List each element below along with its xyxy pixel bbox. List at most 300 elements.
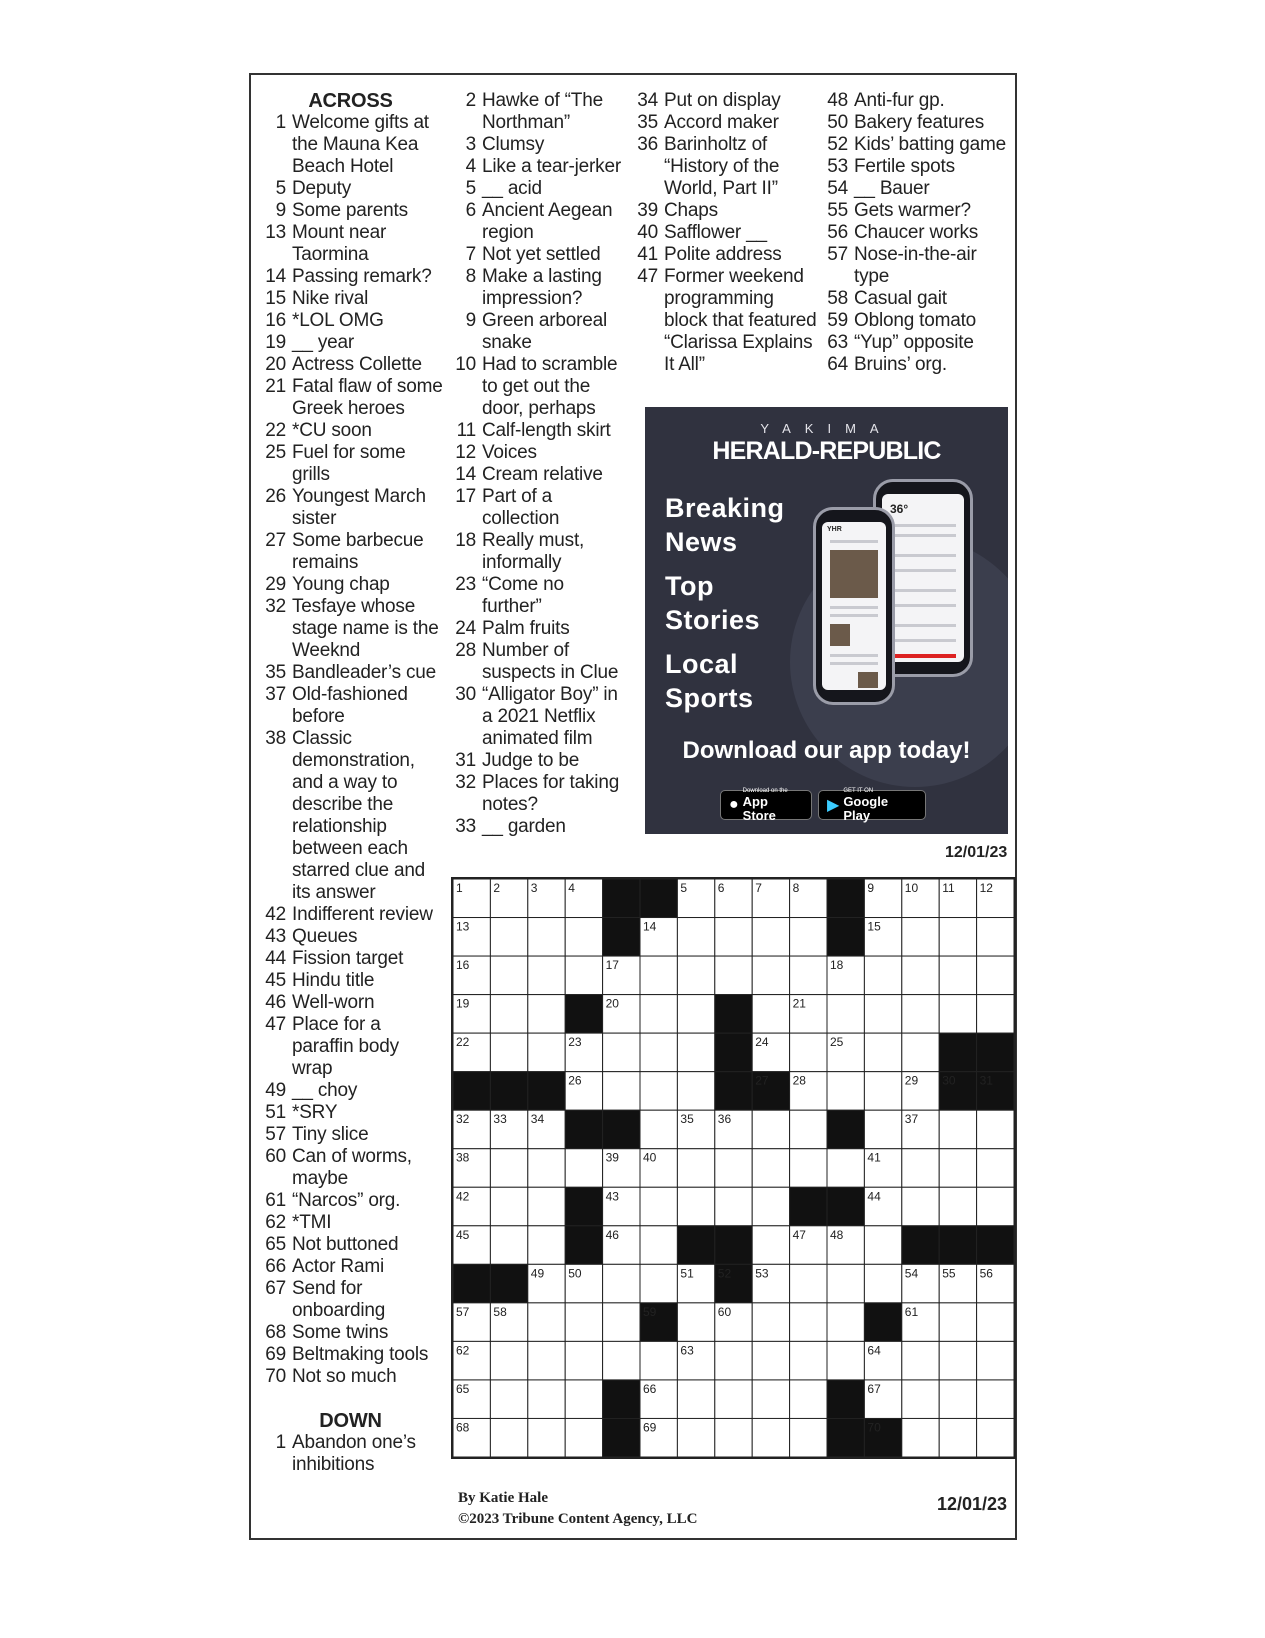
grid-cell[interactable]: [790, 1264, 827, 1303]
clue-item[interactable]: [820, 222, 1015, 244]
grid-cell[interactable]: [528, 1341, 565, 1380]
clue-item[interactable]: [258, 1102, 443, 1124]
cell-number: 35: [680, 1112, 694, 1127]
grid-cell[interactable]: [715, 918, 752, 957]
clue-number: 26: [265, 486, 286, 507]
clue-text: Some barbecue remains: [292, 530, 424, 573]
clue-item[interactable]: [258, 332, 443, 354]
cell-number: 45: [456, 1227, 470, 1242]
grid-cell[interactable]: [565, 918, 602, 957]
clue-item[interactable]: [448, 156, 628, 178]
grid-cell[interactable]: [490, 1418, 527, 1457]
grid-cell[interactable]: [528, 956, 565, 995]
grid-cell[interactable]: [677, 1149, 714, 1188]
clue-number: 24: [455, 618, 476, 639]
clue-text: __ Bauer: [854, 178, 930, 199]
clue-text: Polite address: [664, 244, 782, 265]
clue-item[interactable]: [448, 750, 628, 772]
clue-number: 27: [265, 530, 286, 551]
cell-number: 54: [904, 1266, 919, 1281]
clue-number: 8: [465, 266, 476, 287]
clue-item[interactable]: [258, 992, 443, 1014]
cell-number: 29: [904, 1073, 919, 1088]
clue-number: 13: [265, 222, 286, 243]
grid-cell[interactable]: [528, 1380, 565, 1419]
cell-number: 16: [456, 958, 470, 973]
black-square: [864, 1303, 901, 1342]
clue-text: Former weekend programming block that featured “Clarissa Explains It All”: [664, 266, 817, 375]
clue-text: Fission target: [292, 948, 404, 969]
clue-text: Voices: [482, 442, 537, 463]
grid-cell[interactable]: [902, 1187, 939, 1226]
clue-item[interactable]: [258, 574, 443, 596]
black-square: [827, 1380, 864, 1419]
clue-number: 32: [265, 596, 286, 617]
app-store-badge[interactable]: [720, 787, 812, 823]
clue-item[interactable]: [448, 178, 628, 200]
grid-cell[interactable]: [790, 1418, 827, 1457]
grid-cell[interactable]: [677, 1418, 714, 1457]
clue-item[interactable]: [258, 1146, 443, 1190]
grid-cell[interactable]: [977, 956, 1014, 995]
grid-cell[interactable]: [715, 956, 752, 995]
clue-number: 10: [455, 354, 476, 375]
grid-cell[interactable]: [752, 1226, 789, 1265]
google-play-icon: ▶: [827, 797, 840, 814]
clue-number: 15: [265, 288, 286, 309]
grid-cell[interactable]: [528, 1226, 565, 1265]
grid-cell[interactable]: [677, 1033, 714, 1072]
clue-item[interactable]: [448, 772, 628, 816]
cell-number: 69: [643, 1420, 657, 1435]
black-square: [565, 995, 602, 1034]
clue-item[interactable]: [820, 90, 1015, 112]
grid-cell[interactable]: [977, 1110, 1014, 1149]
grid-cell[interactable]: [790, 1341, 827, 1380]
grid-cell[interactable]: [939, 995, 976, 1034]
google-play-big-text: Google Play: [843, 793, 889, 823]
black-square: [977, 1033, 1014, 1072]
grid-cell[interactable]: [640, 1264, 677, 1303]
clue-item[interactable]: [630, 266, 820, 376]
grid-cell[interactable]: [752, 1418, 789, 1457]
cell-number: 42: [456, 1189, 470, 1204]
grid-cell[interactable]: [528, 1418, 565, 1457]
grid-cell[interactable]: [977, 918, 1014, 957]
grid-cell[interactable]: [827, 995, 864, 1034]
clue-number: 43: [265, 926, 286, 947]
clue-item[interactable]: [820, 310, 1015, 332]
clue-item[interactable]: [258, 1212, 443, 1234]
clue-item[interactable]: [820, 134, 1015, 156]
grid-cell[interactable]: [827, 1264, 864, 1303]
grid-cell[interactable]: [715, 1149, 752, 1188]
clue-item[interactable]: [258, 970, 443, 992]
phone-front-icon: [813, 507, 895, 705]
grid-cell[interactable]: [677, 995, 714, 1034]
cell-number: 63: [680, 1343, 694, 1358]
grid-cell[interactable]: [902, 1418, 939, 1457]
clue-item[interactable]: [258, 442, 443, 486]
grid-cell[interactable]: [603, 1264, 640, 1303]
clue-item[interactable]: [448, 816, 628, 838]
grid-cell[interactable]: [902, 956, 939, 995]
clue-item[interactable]: [258, 112, 443, 178]
clue-item[interactable]: [448, 464, 628, 486]
grid-cell[interactable]: [977, 1418, 1014, 1457]
clue-text: Had to scramble to get out the door, perhaps: [482, 354, 618, 419]
clue-item[interactable]: [258, 1432, 443, 1476]
down-header: DOWN: [319, 1410, 382, 1432]
grid-cell[interactable]: [939, 1418, 976, 1457]
grid-cell[interactable]: [752, 1303, 789, 1342]
clue-item[interactable]: [448, 442, 628, 464]
grid-cell[interactable]: [528, 1303, 565, 1342]
google-play-small-text: GET IT ON: [843, 787, 874, 794]
clue-number: 40: [637, 222, 658, 243]
grid-cell[interactable]: [490, 1149, 527, 1188]
clue-item[interactable]: [258, 288, 443, 310]
grid-cell[interactable]: [977, 1303, 1014, 1342]
clue-number: 60: [265, 1146, 286, 1167]
cell-number: 47: [792, 1227, 806, 1242]
grid-cell[interactable]: [677, 956, 714, 995]
grid-cell[interactable]: [752, 1380, 789, 1419]
cell-number: 21: [792, 996, 806, 1011]
clue-text: Like a tear-jerker: [482, 156, 621, 177]
ad-yakima-text: YAKIMA: [760, 421, 893, 436]
clue-item[interactable]: [448, 684, 628, 750]
grid-cell[interactable]: [939, 1303, 976, 1342]
grid-cell[interactable]: [490, 1380, 527, 1419]
clue-item[interactable]: [448, 90, 628, 134]
grid-cell[interactable]: [715, 1380, 752, 1419]
clue-item[interactable]: [258, 1124, 443, 1146]
clue-item[interactable]: [258, 1014, 443, 1080]
grid-cell[interactable]: [715, 1418, 752, 1457]
grid-cell[interactable]: [864, 956, 901, 995]
clue-item[interactable]: [630, 200, 820, 222]
clue-item[interactable]: [258, 376, 443, 420]
clue-text: Really must, informally: [482, 530, 585, 573]
grid-cell[interactable]: [864, 1033, 901, 1072]
grid-cell[interactable]: [640, 956, 677, 995]
grid-cell[interactable]: [490, 1187, 527, 1226]
clue-item[interactable]: [258, 926, 443, 948]
grid-cell[interactable]: [827, 1303, 864, 1342]
clue-item[interactable]: [820, 288, 1015, 310]
clue-text: Well-worn: [292, 992, 375, 1013]
clue-item[interactable]: [258, 1344, 443, 1366]
grid-cell[interactable]: [565, 956, 602, 995]
cell-number: 22: [456, 1035, 470, 1050]
clue-item[interactable]: [820, 178, 1015, 200]
grid-cell[interactable]: [902, 918, 939, 957]
grid-cell[interactable]: [603, 1072, 640, 1111]
cell-number: 39: [605, 1150, 619, 1165]
grid-cell[interactable]: [528, 918, 565, 957]
clue-item[interactable]: [630, 134, 820, 200]
cell-number: 20: [605, 996, 619, 1011]
clue-number: 12: [455, 442, 476, 463]
grid-cell[interactable]: [939, 1149, 976, 1188]
grid-cell[interactable]: [864, 1226, 901, 1265]
clue-number: 16: [265, 310, 286, 331]
clue-number: 22: [265, 420, 286, 441]
grid-cell[interactable]: [864, 995, 901, 1034]
clue-text: Abandon one’s inhibitions: [292, 1432, 416, 1475]
grid-cell[interactable]: [790, 956, 827, 995]
grid-cell[interactable]: [977, 1380, 1014, 1419]
clue-item[interactable]: [258, 662, 443, 684]
grid-cell[interactable]: [565, 1418, 602, 1457]
grid-cell[interactable]: [752, 1187, 789, 1226]
grid-cell[interactable]: [640, 1072, 677, 1111]
clue-item[interactable]: [258, 596, 443, 662]
grid-cell[interactable]: [640, 995, 677, 1034]
grid-cell[interactable]: [752, 1149, 789, 1188]
grid-cell[interactable]: [864, 1072, 901, 1111]
grid-cell[interactable]: [677, 1380, 714, 1419]
clue-item[interactable]: [258, 1366, 443, 1388]
grid-svg[interactable]: [453, 879, 1014, 1457]
grid-cell[interactable]: [902, 1341, 939, 1380]
cell-number: 40: [643, 1150, 657, 1165]
apple-icon: ●: [729, 796, 739, 813]
grid-cell[interactable]: [603, 1303, 640, 1342]
grid-cell[interactable]: [977, 995, 1014, 1034]
grid-cell[interactable]: [677, 1303, 714, 1342]
grid-cell[interactable]: [752, 1341, 789, 1380]
black-square: [715, 1033, 752, 1072]
clue-text: Some parents: [292, 200, 408, 221]
clue-item[interactable]: [258, 948, 443, 970]
grid-cell[interactable]: [939, 918, 976, 957]
clue-number: 61: [265, 1190, 286, 1211]
grid-cell[interactable]: [752, 956, 789, 995]
grid-cell[interactable]: [715, 1187, 752, 1226]
google-play-badge[interactable]: [818, 787, 926, 823]
grid-cell[interactable]: [640, 1033, 677, 1072]
grid-cell[interactable]: [528, 995, 565, 1034]
crossword-grid[interactable]: [451, 877, 1016, 1459]
grid-cell[interactable]: [902, 1033, 939, 1072]
clue-text: Judge to be: [482, 750, 580, 771]
clue-item[interactable]: [258, 222, 443, 266]
grid-cell[interactable]: [752, 1110, 789, 1149]
grid-cell[interactable]: [790, 1110, 827, 1149]
clue-item[interactable]: [630, 90, 820, 112]
clue-item[interactable]: [448, 266, 628, 310]
grid-cell[interactable]: [528, 1149, 565, 1188]
grid-cell[interactable]: [977, 1149, 1014, 1188]
cell-number: 46: [605, 1227, 619, 1242]
phone-temp: 36°: [890, 502, 909, 516]
clue-number: 49: [265, 1080, 286, 1101]
clue-item[interactable]: [448, 486, 628, 530]
clue-item[interactable]: [258, 354, 443, 376]
clue-number: 7: [465, 244, 476, 265]
grid-cell[interactable]: [939, 1341, 976, 1380]
black-square: [603, 1418, 640, 1457]
black-square: [603, 1110, 640, 1149]
black-square: [939, 1226, 976, 1265]
clue-text: Old-fashioned before: [292, 684, 408, 727]
clue-item[interactable]: [258, 684, 443, 728]
clue-text: Indifferent review: [292, 904, 433, 925]
grid-cell[interactable]: [677, 1187, 714, 1226]
grid-cell[interactable]: [640, 1341, 677, 1380]
clue-text: Can of worms, maybe: [292, 1146, 412, 1189]
clue-item[interactable]: [448, 640, 628, 684]
grid-cell[interactable]: [528, 1187, 565, 1226]
clue-item[interactable]: [448, 244, 628, 266]
clue-number: 42: [265, 904, 286, 925]
grid-cell[interactable]: [977, 1341, 1014, 1380]
clue-item[interactable]: [448, 310, 628, 354]
cell-number: 61: [904, 1304, 919, 1319]
clue-item[interactable]: [820, 332, 1015, 354]
clue-item[interactable]: [258, 1234, 443, 1256]
clue-item[interactable]: [258, 904, 443, 926]
clue-text: Palm fruits: [482, 618, 570, 639]
grid-cell[interactable]: [528, 1033, 565, 1072]
ad-feature-breaking-news: Breaking News: [665, 493, 785, 557]
cell-number: 55: [942, 1266, 956, 1281]
clue-item[interactable]: [820, 354, 1015, 376]
grid-cell[interactable]: [902, 1380, 939, 1419]
grid-cell[interactable]: [640, 1226, 677, 1265]
clue-number: 51: [265, 1102, 286, 1123]
grid-cell[interactable]: [790, 1303, 827, 1342]
clue-item[interactable]: [630, 222, 820, 244]
grid-cell[interactable]: [565, 1149, 602, 1188]
clue-item[interactable]: [448, 530, 628, 574]
clue-number: 57: [265, 1124, 286, 1145]
grid-cell[interactable]: [939, 956, 976, 995]
clue-item[interactable]: [258, 200, 443, 222]
herald-republic-ad[interactable]: [645, 407, 1008, 834]
black-square: [827, 879, 864, 918]
clue-item[interactable]: [448, 354, 628, 420]
clue-item[interactable]: [258, 420, 443, 442]
clue-text: __ choy: [292, 1080, 358, 1101]
clue-item[interactable]: [258, 1322, 443, 1344]
clue-item[interactable]: [448, 618, 628, 640]
clue-text: Youngest March sister: [292, 486, 426, 529]
phone-logo: YHR: [827, 526, 842, 533]
clue-item[interactable]: [820, 200, 1015, 222]
clue-item[interactable]: [258, 178, 443, 200]
clue-number: 41: [637, 244, 658, 265]
clue-item[interactable]: [258, 1278, 443, 1322]
grid-cell[interactable]: [864, 1110, 901, 1149]
grid-cell[interactable]: [790, 1033, 827, 1072]
grid-cell[interactable]: [490, 1226, 527, 1265]
grid-cell[interactable]: [902, 1149, 939, 1188]
clue-item[interactable]: [258, 486, 443, 530]
clue-item[interactable]: [258, 1190, 443, 1212]
clue-text: “Come no further”: [482, 574, 564, 617]
clue-text: “Narcos” org.: [292, 1190, 401, 1211]
clue-item[interactable]: [258, 728, 443, 904]
grid-cell[interactable]: [603, 1033, 640, 1072]
grid-cell[interactable]: [827, 1072, 864, 1111]
grid-cell[interactable]: [490, 1341, 527, 1380]
grid-cell[interactable]: [864, 1264, 901, 1303]
cell-number: 2: [493, 881, 501, 895]
grid-cell[interactable]: [790, 1380, 827, 1419]
grid-cell[interactable]: [565, 1341, 602, 1380]
clue-item[interactable]: [258, 530, 443, 574]
clue-text: Not yet settled: [482, 244, 601, 265]
cell-number: 15: [867, 919, 881, 934]
grid-cell[interactable]: [902, 995, 939, 1034]
black-square: [715, 1072, 752, 1111]
grid-cell[interactable]: [490, 1033, 527, 1072]
clue-item[interactable]: [448, 574, 628, 618]
grid-cell[interactable]: [939, 1187, 976, 1226]
clue-text: Accord maker: [664, 112, 779, 133]
grid-cell[interactable]: [790, 918, 827, 957]
grid-cell[interactable]: [565, 1303, 602, 1342]
clue-text: Welcome gifts at the Mauna Kea Beach Hotel: [292, 112, 429, 177]
grid-cell[interactable]: [827, 1341, 864, 1380]
grid-cell[interactable]: [939, 1380, 976, 1419]
clue-item[interactable]: [258, 1256, 443, 1278]
clue-item[interactable]: [448, 420, 628, 442]
cell-number: 7: [755, 881, 762, 895]
clue-item[interactable]: [258, 266, 443, 288]
clue-item[interactable]: [820, 112, 1015, 134]
clue-item[interactable]: [258, 1080, 443, 1102]
grid-cell[interactable]: [790, 1149, 827, 1188]
clue-text: Gets warmer?: [854, 200, 971, 221]
grid-cell[interactable]: [640, 1187, 677, 1226]
ad-cta-text: Download our app today!: [682, 737, 971, 764]
clue-item[interactable]: [820, 244, 1015, 288]
clue-item[interactable]: [448, 200, 628, 244]
clue-text: Make a lasting impression?: [482, 266, 602, 309]
clue-number: 56: [827, 222, 848, 243]
grid-cell[interactable]: [977, 1187, 1014, 1226]
clue-item[interactable]: [630, 112, 820, 134]
clue-item[interactable]: [630, 244, 820, 266]
byline-block: [458, 1488, 697, 1530]
grid-cell[interactable]: [490, 995, 527, 1034]
clue-item[interactable]: [448, 134, 628, 156]
grid-cell[interactable]: [640, 1110, 677, 1149]
grid-cell[interactable]: [827, 1149, 864, 1188]
grid-cell[interactable]: [715, 1341, 752, 1380]
grid-cell[interactable]: [490, 956, 527, 995]
clue-item[interactable]: [258, 310, 443, 332]
clue-text: Kids’ batting game: [854, 134, 1007, 155]
grid-cell[interactable]: [677, 1072, 714, 1111]
grid-cell[interactable]: [565, 1380, 602, 1419]
grid-cell[interactable]: [490, 918, 527, 957]
grid-cell[interactable]: [752, 995, 789, 1034]
grid-cell[interactable]: [603, 1341, 640, 1380]
clue-number: 69: [265, 1344, 286, 1365]
clue-item[interactable]: [820, 156, 1015, 178]
cell-number: 1: [456, 881, 463, 895]
grid-cell[interactable]: [752, 918, 789, 957]
grid-cell[interactable]: [677, 918, 714, 957]
cell-number: 9: [867, 881, 875, 895]
grid-cell[interactable]: [939, 1110, 976, 1149]
clue-number: 59: [827, 310, 848, 331]
